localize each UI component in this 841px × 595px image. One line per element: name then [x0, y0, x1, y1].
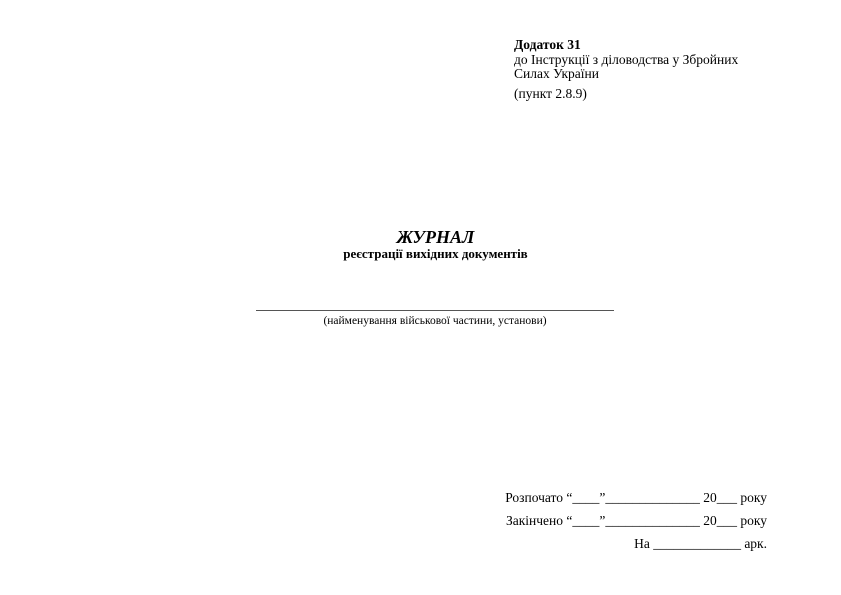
sheets-count-line: На _____________ арк.	[634, 536, 767, 551]
journal-title: ЖУРНАЛ	[396, 227, 475, 247]
annex-block	[514, 38, 774, 101]
annex-title: Додаток 31	[514, 37, 581, 52]
annex-point: (пункт 2.8.9)	[514, 86, 587, 101]
unit-name-caption: (найменування військової частини, установи)	[323, 315, 547, 327]
finished-date-line: Закінчено “____”______________ 20___ року	[505, 513, 767, 528]
journal-subtitle: реєстрації вихідних документів	[343, 246, 528, 261]
dates-block	[470, 489, 767, 558]
annex-reference: до Інструкції з діловодства у Збройних Силах України	[514, 52, 739, 81]
journal-title-block	[0, 227, 841, 261]
started-date-line: Розпочато “____”______________ 20___ року	[505, 490, 767, 505]
unit-name-field-line	[256, 310, 614, 311]
